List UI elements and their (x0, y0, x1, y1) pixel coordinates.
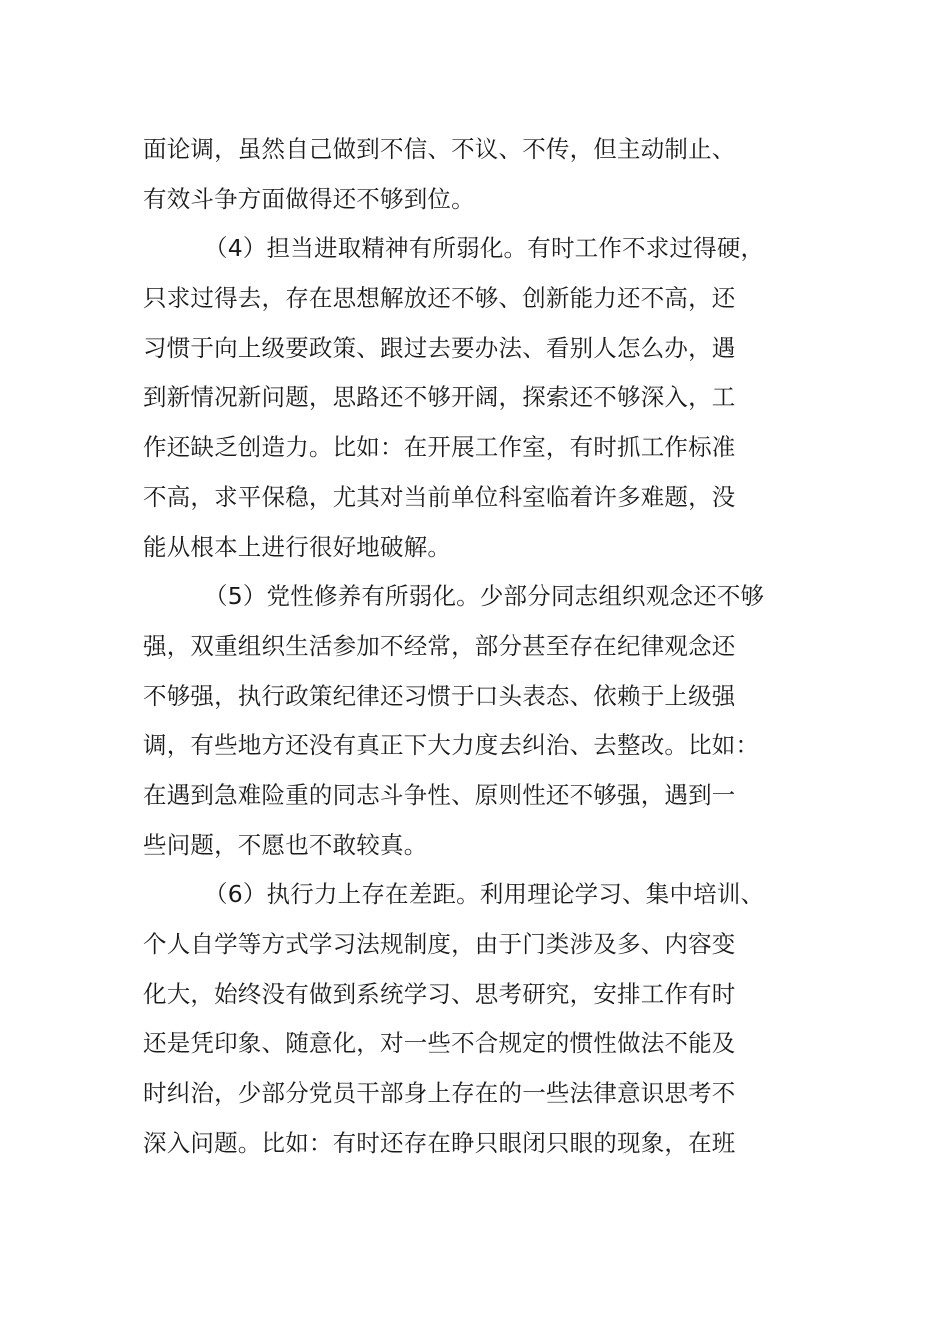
text-line: （4）担当进取精神有所弱化。有时工作不求过得硬， (204, 234, 765, 263)
text-line: 个人自学等方式学习法规制度，由于门类涉及多、内容变 (143, 930, 736, 958)
text-line: 深入问题。比如：有时还存在睁只眼闭只眼的现象，在班 (143, 1128, 736, 1157)
text-line: 只求过得去，存在思想解放还不够、创新能力还不高，还 (143, 284, 736, 313)
text-line: 不够强，执行政策纪律还习惯于口头表态、依赖于上级强 (143, 681, 736, 710)
text-line: 有效斗争方面做得还不够到位。 (143, 184, 475, 213)
text-line: 作还缺乏创造力。比如：在开展工作室，有时抓工作标准 (143, 433, 736, 462)
body-text (143, 125, 808, 1168)
text-line: 能从根本上进行很好地破解。 (143, 532, 452, 561)
text-line: 习惯于向上级要政策、跟过去要办法、看别人怎么办，遇 (143, 333, 736, 362)
text-line: 到新情况新问题，思路还不够开阔，探索还不够深入，工 (143, 383, 736, 412)
text-line: 化大，始终没有做到系统学习、思考研究，安排工作有时 (143, 979, 736, 1008)
text-line: 些问题，不愿也不敢较真。 (143, 830, 428, 859)
text-line: （6）执行力上存在差距。利用理论学习、集中培训、 (204, 880, 765, 909)
text-line: 不高，求平保稳，尤其对当前单位科室临着许多难题，没 (143, 482, 736, 511)
text-line: （5）党性修养有所弱化。少部分同志组织观念还不够 (204, 582, 765, 611)
text-line: 调，有些地方还没有真正下大力度去纠治、去整改。比如： (143, 731, 760, 760)
text-line: 时纠治，少部分党员干部身上存在的一些法律意识思考不 (143, 1079, 736, 1108)
text-line: 面论调，虽然自己做到不信、不议、不传，但主动制止、 (143, 135, 736, 163)
text-line: 还是凭印象、随意化，对一些不合规定的惯性做法不能及 (143, 1029, 736, 1058)
text-line: 在遇到急难险重的同志斗争性、原则性还不够强，遇到一 (143, 780, 736, 809)
text-line: 强，双重组织生活参加不经常，部分甚至存在纪律观念还 (143, 631, 736, 660)
